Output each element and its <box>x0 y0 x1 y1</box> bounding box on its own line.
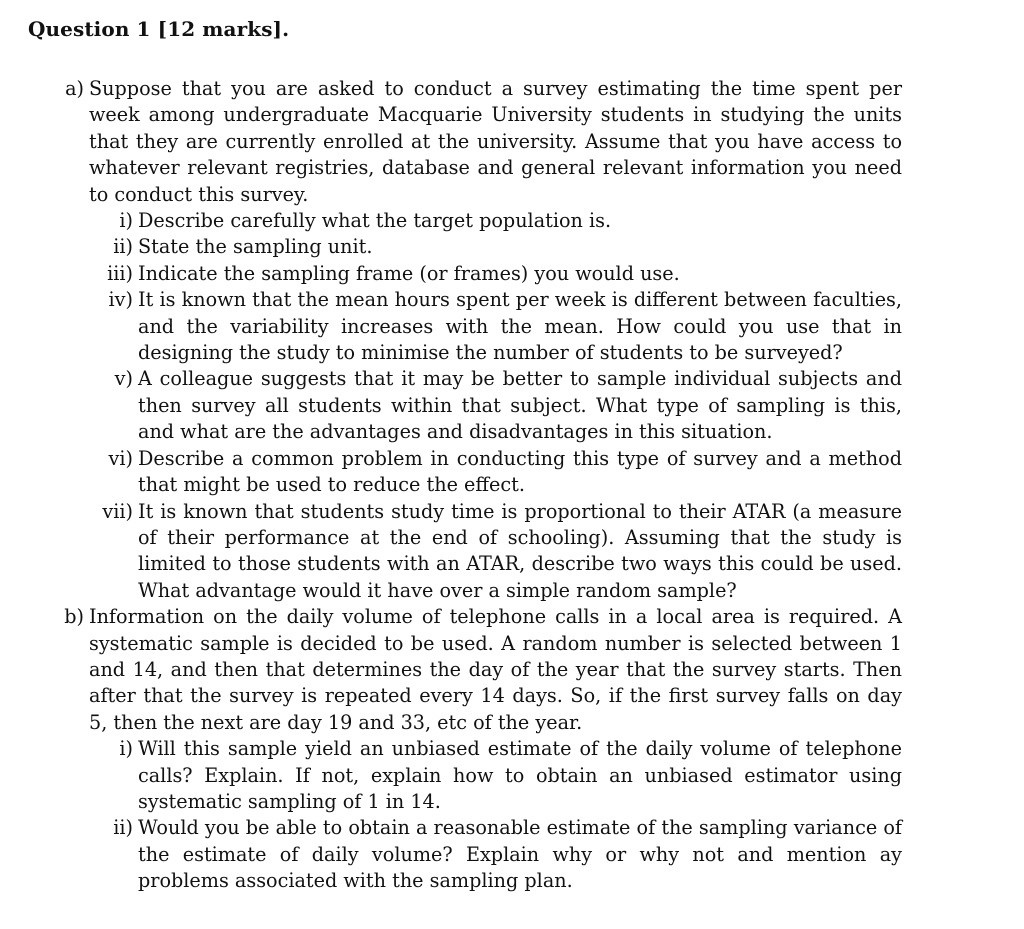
subpart-a-iv <box>89 287 902 366</box>
subpart-text: Describe a common problem in conducting this type of survey and a method that might be used to reduce the effect. <box>138 446 902 497</box>
subpart-label: i) <box>119 209 133 233</box>
part-text: Suppose that you are asked to conduct a survey estimating the time spent per week among undergraduate Macquarie University students in studying the units that they are currently enrolled at the university. Assume that you have access to whatever relevant registries, database and general relevant information you need to conduct this survey. <box>89 77 902 206</box>
question-marks: [12 marks]. <box>157 17 290 41</box>
subpart-list <box>89 208 902 604</box>
subpart-text: Would you be able to obtain a reasonable estimate of the sampling variance of the estimate of daily volume? Explain why or why not and mention ay problems associated with the sampling plan. <box>138 816 902 893</box>
subpart-text: It is known that students study time is proportional to their ATAR (a measure of their performance at the end of schooling). Assuming that the study is limited to those students with an ATAR, describe two ways this could be used. What advantage would it have over a simple random sample? <box>138 499 902 602</box>
subpart-label: vi) <box>108 446 133 470</box>
subpart-label: iii) <box>107 261 133 285</box>
part-label: b) <box>64 605 84 629</box>
question-parts <box>52 76 902 895</box>
subpart-label: i) <box>119 737 133 761</box>
subpart-a-iii <box>89 261 902 287</box>
subpart-a-vi <box>89 446 902 499</box>
question-title: Question 1 <box>28 17 151 41</box>
part-a <box>52 76 902 604</box>
part-label: a) <box>65 77 84 100</box>
subpart-text: Will this sample yield an unbiased estimate of the daily volume of telephone calls? Explain. If not, explain how to obtain an unbiased estimator using systematic sampling of 1 in 14. <box>138 737 902 813</box>
subpart-a-i <box>89 208 902 234</box>
part-b <box>52 604 902 894</box>
subpart-a-vii <box>89 499 902 605</box>
subpart-label: ii) <box>113 816 133 840</box>
subpart-text: State the sampling unit. <box>138 235 373 259</box>
subpart-label: iv) <box>108 288 133 312</box>
subpart-b-ii <box>89 815 902 894</box>
subpart-label: ii) <box>113 235 133 259</box>
subpart-label: v) <box>114 367 133 391</box>
subpart-list <box>89 736 902 894</box>
subpart-text: Indicate the sampling frame (or frames) you would use. <box>138 261 680 285</box>
part-text: Information on the daily volume of telephone calls in a local area is required. A systematic sample is decided to be used. A random number is selected between 1 and 14, and then that determines the day of the year that the survey starts. Then after that the survey is repeated every 14 days. So, if the first survey falls on day 5, then the next are day 19 and 33, etc of the year. <box>89 605 902 734</box>
subpart-b-i <box>89 736 902 815</box>
subpart-a-v <box>89 366 902 445</box>
question-heading <box>28 17 289 41</box>
subpart-label: vii) <box>102 499 133 523</box>
subpart-text: It is known that the mean hours spent per week is different between faculties, and the variability increases with the mean. How could you use that in designing the study to minimise the number of students to be surveyed? <box>138 288 902 365</box>
subpart-a-ii <box>89 234 902 260</box>
subpart-text: Describe carefully what the target population is. <box>138 209 612 233</box>
subpart-text: A colleague suggests that it may be better to sample individual subjects and then survey all students within that subject. What type of sampling is this, and what are the advantages and disadvantages in this situation. <box>138 367 902 444</box>
